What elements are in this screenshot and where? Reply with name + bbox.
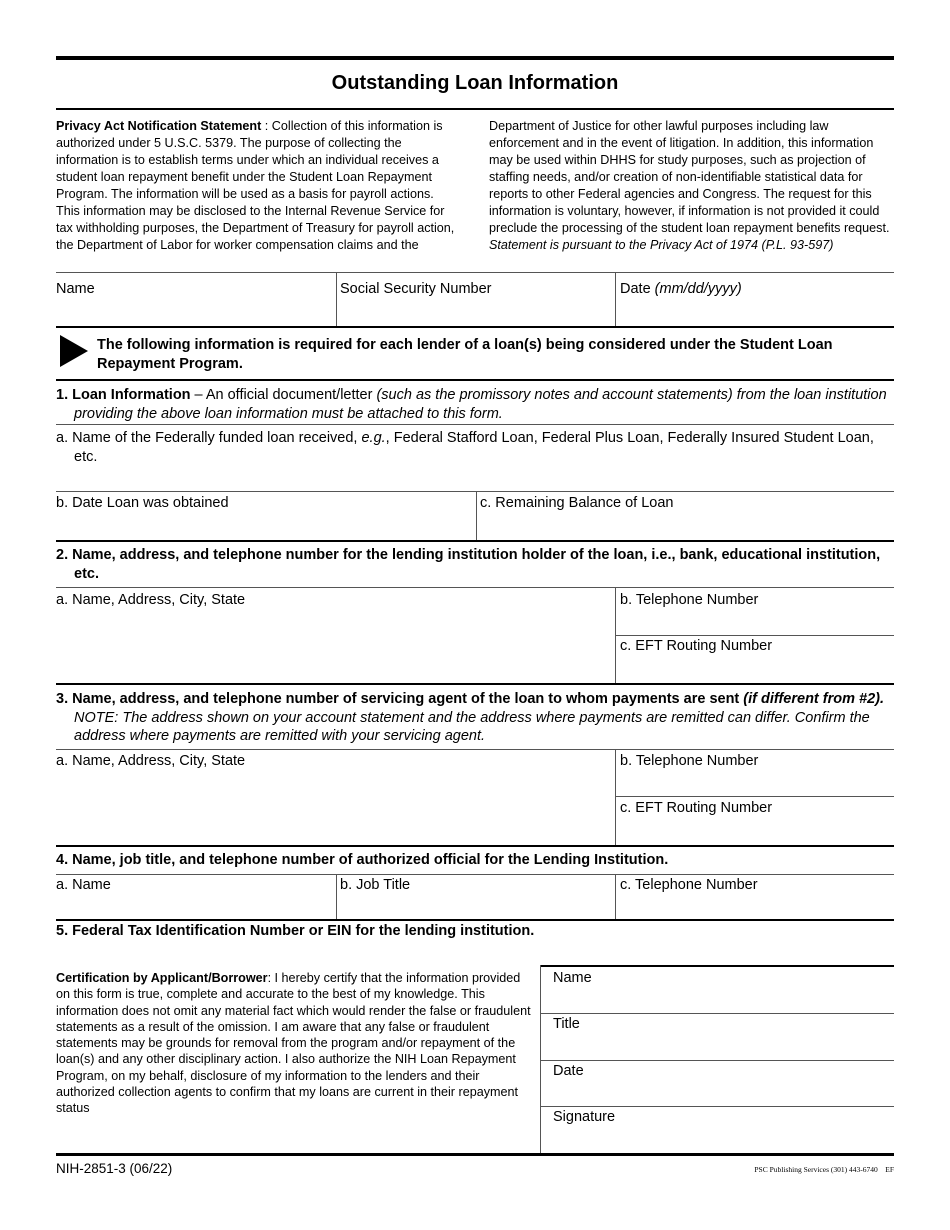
loan-name-field[interactable]	[56, 429, 894, 487]
official-title-label: b. Job Title	[340, 877, 411, 893]
section-1-rule	[56, 424, 894, 425]
loan-name-label-pre: a. Name of the Federally funded loan received,	[56, 430, 362, 446]
applicant-divider-2	[615, 272, 616, 327]
section-2-bottom	[56, 683, 894, 685]
section-4-heading: 4. Name, job title, and telephone number of authorized official for the Lending Institution.	[56, 852, 669, 868]
cert-title-field[interactable]	[553, 1015, 893, 1057]
cert-title-label: Title	[553, 1016, 580, 1032]
section-4-bottom	[56, 919, 894, 921]
certification-statement	[56, 970, 531, 1117]
privacy-right-text: Department of Justice for other lawful purposes including law enforcement and in the event of litigation. In addition, this information may be used within DHHS for study purposes, such as projection of staffing needs, and/or creation of non-identifiable statistical data for reports to other Federal agencies and Congress. The request for this information is voluntary, however, if information is not provided it could preclude the processing of the student loan repayment benefits request.	[489, 119, 890, 235]
servicer-phone-field[interactable]	[620, 752, 892, 792]
applicant-row-bottom	[56, 326, 894, 328]
title-rule	[56, 108, 894, 110]
cert-name-rule	[540, 1013, 894, 1014]
instruction-text: The following information is required for each lender of a loan(s) being considered under the Student Loan Repayment Program.	[97, 337, 833, 372]
cert-signature-label: Signature	[553, 1109, 616, 1125]
section-3-divider	[615, 749, 616, 845]
form-number: NIH-2851-3 (06/22)	[56, 1161, 173, 1176]
lender-address-label: a. Name, Address, City, State	[56, 592, 246, 608]
servicer-address-field[interactable]	[56, 752, 612, 840]
page-title: Outstanding Loan Information	[331, 72, 619, 94]
certification-text: : I hereby certify that the information provided on this form is true, complete and accurate to the best of my knowledge. This information does not omit any material fact which would render the false or fraudulent statements as a result of the omission. I am aware that any false or fraudulent statements may be grounds for removal from the program and/or repayment of the loan(s) and any other disciplinary action. I also authorize the NIH Loan Repayment Program, on my behalf, disclosure of my information to the lenders and their authorized collection agents to confirm that my loans are current in their repayment status	[56, 971, 531, 1116]
official-name-field[interactable]	[56, 876, 334, 916]
servicer-phone-label: b. Telephone Number	[620, 753, 759, 769]
loan-name-label-eg: e.g.	[361, 430, 386, 446]
lender-phone-label: b. Telephone Number	[620, 592, 759, 608]
cert-name-label: Name	[553, 970, 592, 986]
cert-date-field[interactable]	[553, 1062, 893, 1104]
section-2-rule	[56, 587, 894, 588]
servicer-phone-rule	[615, 796, 894, 797]
bottom-rule	[56, 1153, 894, 1156]
section-2-heading: 2. Name, address, and telephone number for the lending institution holder of the loan, i.e., bank, educational institution, etc.	[56, 547, 881, 582]
section-3-bottom	[56, 845, 894, 847]
privacy-act-citation: Statement is pursuant to the Privacy Act of 1974 (P.L. 93-597)	[489, 238, 834, 252]
applicant-row-top	[56, 272, 894, 273]
instruction-rule	[56, 379, 894, 381]
official-title-field[interactable]	[340, 876, 612, 916]
privacy-left-text: : Collection of this information is authorized under 5 U.S.C. 5379. The purpose of collecting the information is to establish terms under which an individual receives a student loan repayment benefit under the Student Loan Repayment Program. The information will be used as a basis for payroll actions. This information may be disclosed to the Internal Revenue Service for tax withholding purposes, the Department of Treasury for payroll action, the Department of Labor for worker compensation claims and the	[56, 119, 455, 252]
official-phone-field[interactable]	[620, 876, 892, 916]
ein-field[interactable]	[56, 942, 894, 964]
ssn-field[interactable]	[340, 280, 612, 324]
privacy-right	[489, 118, 894, 254]
cert-title-rule	[540, 1060, 894, 1061]
privacy-left	[56, 118, 458, 254]
section-1-note: (such as the promissory notes and account statements) from the loan institution providing the above loan information must be attached to this form.	[74, 387, 887, 422]
section-3-rule	[56, 749, 894, 750]
official-phone-label: c. Telephone Number	[620, 877, 758, 893]
section-5-heading: 5. Federal Tax Identification Number or EIN for the lending institution.	[56, 923, 535, 939]
official-name-label: a. Name	[56, 877, 111, 893]
applicant-divider-1	[336, 272, 337, 327]
loan-balance-field[interactable]	[480, 494, 892, 538]
loan-name-label-post: , Federal Stafford Loan, Federal Plus Loan, Federally Insured Student Loan, etc.	[74, 430, 874, 465]
loan-date-field[interactable]	[56, 494, 474, 538]
applicant-name-label: Name	[56, 281, 95, 297]
loan-date-label: b. Date Loan was obtained	[56, 495, 229, 511]
servicer-eft-field[interactable]	[620, 799, 892, 841]
section-1-title: 1. Loan Information	[56, 387, 191, 403]
privacy-heading: Privacy Act Notification Statement	[56, 119, 262, 133]
cert-name-field[interactable]	[553, 969, 893, 1011]
section-3-note: NOTE: The address shown on your account statement and the address where payments are remitted can differ. Confirm the address where payments are remitted with your servicing agent.	[74, 709, 870, 744]
section-3-heading	[56, 690, 894, 746]
cert-date-rule	[540, 1106, 894, 1107]
loan-balance-label: c. Remaining Balance of Loan	[480, 495, 674, 511]
lender-phone-field[interactable]	[620, 591, 892, 631]
applicant-date-label: Date	[620, 281, 655, 297]
publisher-info	[600, 1165, 894, 1174]
ssn-label: Social Security Number	[340, 281, 492, 297]
lender-phone-rule	[615, 635, 894, 636]
servicer-eft-label: c. EFT Routing Number	[620, 800, 773, 816]
lender-eft-field[interactable]	[620, 637, 892, 679]
section-4-divider-1	[336, 874, 337, 920]
date-format-hint: (mm/dd/yyyy)	[654, 281, 742, 297]
servicer-address-label: a. Name, Address, City, State	[56, 753, 246, 769]
loan-row-top	[56, 491, 894, 492]
certification-top-rule	[540, 965, 894, 967]
section-1-heading	[56, 386, 894, 423]
arrow-right-icon	[60, 335, 88, 367]
cert-signature-field[interactable]	[553, 1108, 893, 1152]
section-3-condition: (if different from #2).	[743, 691, 885, 707]
section-1-bottom	[56, 540, 894, 542]
section-4-rule	[56, 874, 894, 875]
section-3-title: 3. Name, address, and telephone number of servicing agent of the loan to whom payments are sent	[56, 691, 744, 707]
section-4-divider-2	[615, 874, 616, 920]
applicant-date-field[interactable]	[620, 280, 892, 324]
lender-eft-label: c. EFT Routing Number	[620, 638, 773, 654]
applicant-name-field[interactable]	[56, 280, 334, 324]
cert-date-label: Date	[553, 1063, 584, 1079]
publisher-name: PSC Publishing Services (301) 443-6740	[754, 1165, 878, 1174]
section-1-text: – An official document/letter	[190, 387, 377, 403]
lender-address-field[interactable]	[56, 591, 612, 679]
loan-row-divider	[476, 491, 477, 541]
publisher-code: EF	[885, 1165, 894, 1174]
top-rule	[56, 56, 894, 60]
certification-heading: Certification by Applicant/Borrower	[56, 971, 268, 985]
